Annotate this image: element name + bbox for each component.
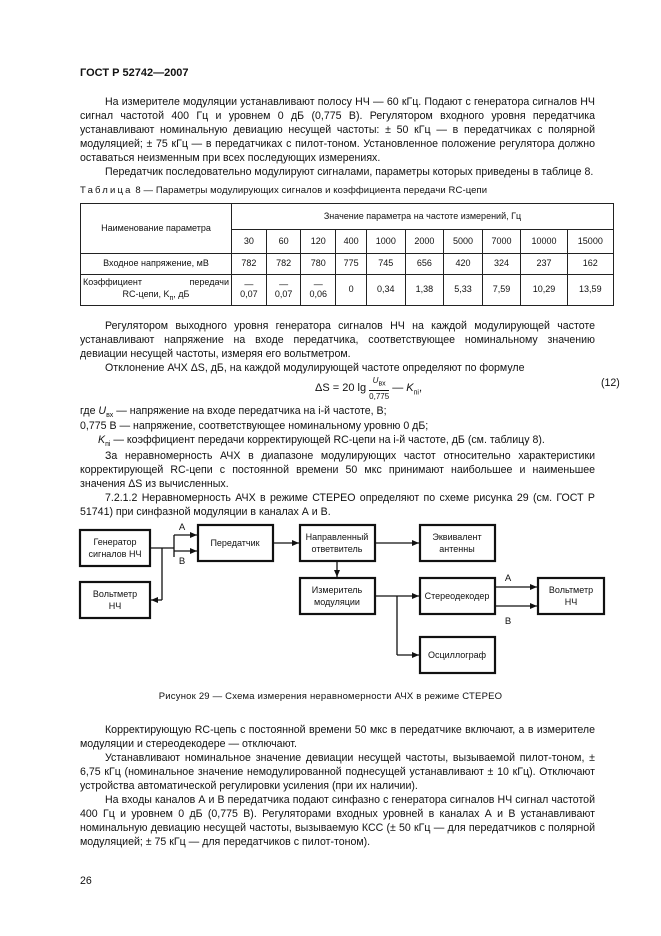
voltmeter-right-label: Вольтметр <box>548 585 594 595</box>
measurement-diagram <box>60 520 620 690</box>
row-name-subscript: п <box>169 294 174 302</box>
table-cell: 7,59 <box>482 275 521 306</box>
table-cell: 13,59 <box>567 275 613 306</box>
output-b-label: В <box>504 616 512 627</box>
table-caption-word: Таблица <box>80 185 133 196</box>
voltmeter-right-box <box>538 578 604 614</box>
table-cell: — 0,06 <box>301 275 336 306</box>
output-a-label: А <box>504 573 512 584</box>
table-row <box>81 254 614 275</box>
coupler-label: ответвитель <box>311 544 363 554</box>
channel-b-label: В <box>178 556 186 567</box>
table-cell: 5,33 <box>444 275 483 306</box>
row-name-voltage: Входное напряжение, мВ <box>81 254 232 275</box>
freq-cell: 400 <box>336 230 367 254</box>
table-row <box>81 275 614 306</box>
closing-text <box>80 724 595 850</box>
row-name-coefficient <box>81 275 232 306</box>
voltmeter-left-box <box>80 582 150 618</box>
transmitter-label: Передатчик <box>210 538 260 548</box>
freq-cell: 120 <box>301 230 336 254</box>
coupler-label: Направленный <box>305 532 369 542</box>
paragraph-rc-circuit: Корректирующую RC-цепь с постоянной времени 50 мкс в передатчике включают, а в измерителе модуляции и стереодекодере — отключают. <box>80 724 595 750</box>
freq-cell: 15000 <box>567 230 613 254</box>
formula-12 <box>80 370 620 404</box>
row-name-part: передачи <box>189 277 229 288</box>
document-header: ГОСТ Р 52742—2007 <box>80 67 189 79</box>
freq-cell: 60 <box>266 230 301 254</box>
stereodecoder-label: Стереодекодер <box>424 591 490 601</box>
table-cell: 0,34 <box>367 275 406 306</box>
generator-box <box>80 530 150 566</box>
paragraph-pilot-tone: Устанавливают номинальное значение девиации несущей частоты, вызываемой пилот-тоном, ± 6,75 кГц (номинальное значение немодулированной поднесущей устанавливают ± 10 кГц). Отключают устройства автоматической регулировки усиления (при их наличии). <box>80 751 595 792</box>
row-name-part: , дБ <box>173 288 190 299</box>
coupler-box <box>300 525 375 561</box>
table-cell: 775 <box>336 254 367 275</box>
generator-label: сигналов НЧ <box>88 549 142 559</box>
table-caption-text: 8 — Параметры модулирующих сигналов и коэффициента передачи RC-цепи <box>132 185 488 196</box>
definitions <box>80 405 595 520</box>
table-cell: 10,29 <box>521 275 567 306</box>
formula-expression: ΔS = 20 lg $\frac{U_{вх}}{0,775}$ — $K_{пi}$, <box>315 376 423 401</box>
table-caption <box>80 185 620 198</box>
definition-u: где $U_{вх}$ — напряжение на входе передатчика на i-й частоте, В; <box>80 405 387 420</box>
oscilloscope-label: Осциллограф <box>428 650 486 660</box>
paragraph-stereo-method: 7.2.1.2 Неравномерность АЧХ в режиме СТЕРЕО определяют по схеме рисунка 29 (см. ГОСТ Р 51741) при синфазной модуляции в каналах А и В. <box>80 491 595 518</box>
channel-a-label: А <box>178 522 186 533</box>
voltmeter-right-label: НЧ <box>564 597 578 607</box>
table-cell: 780 <box>301 254 336 275</box>
table-cell: 237 <box>521 254 567 275</box>
paragraph-modulation-setup: На измерителе модуляции устанавливают полосу НЧ — 60 кГц. Подают с генератора сигналов НЧ сигнал частотой 400 Гц и уровнем 0 дБ (0,775 В). Регулятором входного уровня передатчика устанавливают номинальную девиацию несущей частоты: ± 50 кГц — в передатчиках с полярной модуляцией; ± 75 кГц — в передатчиках с пилот-тоном. Установленное положение регулятора должно оставаться неизменным при всех последующих измерениях. <box>80 96 595 164</box>
table-cell: 745 <box>367 254 406 275</box>
voltmeter-left-label: НЧ <box>108 601 122 611</box>
paragraph-transmitter-signals: Передатчик последовательно модулируют сигналами, параметры которых приведены в таблице 8. <box>105 165 594 178</box>
intro-text <box>80 96 595 180</box>
table-cell: 656 <box>405 254 444 275</box>
formula-fraction: $\frac{U_{вх}}{0,775}$ <box>369 376 390 401</box>
table-cell: 420 <box>444 254 483 275</box>
parameters-table <box>80 203 614 306</box>
antenna-label: антенны <box>439 544 475 554</box>
table-cell: 324 <box>482 254 521 275</box>
paragraph-deviation-formula: Отклонение АЧХ ΔS, дБ, на каждой модулирующей частоте определяют по формуле <box>105 361 525 374</box>
value-header: Значение параметра на частоте измерений, Гц <box>232 204 614 230</box>
row-name-part: RC-цепи, K <box>122 288 170 299</box>
modmeter-label: Измеритель <box>311 585 363 595</box>
freq-cell: 10000 <box>521 230 567 254</box>
table-cell: 1,38 <box>405 275 444 306</box>
row-name-part: Коэффициент <box>83 277 142 288</box>
table-cell: 162 <box>567 254 613 275</box>
modmeter-label: модуляции <box>314 597 360 607</box>
antenna-label: Эквивалент <box>432 532 482 542</box>
figure-caption: Рисунок 29 — Схема измерения неравномерности АЧХ в режиме СТЕРЕО <box>158 691 503 702</box>
freq-cell: 30 <box>232 230 267 254</box>
freq-cell: 5000 <box>444 230 483 254</box>
table-cell: — 0,07 <box>232 275 267 306</box>
table-cell: 782 <box>232 254 267 275</box>
definition-k: $K_{пi}$ — коэффициент передачи корректирующей RC-цепи на i-й частоте, дБ (см. таблицу 8). <box>98 434 545 449</box>
paragraph-output-level: Регулятором выходного уровня генератора сигналов НЧ на каждой модулирующей частоте устанавливают напряжение на входе передатчика, соответствующее номинальному значению девиации несущей частоты, измеряя его вольтметром. <box>80 320 595 360</box>
voltmeter-left-label: Вольтметр <box>92 589 138 599</box>
body-text <box>80 320 595 376</box>
paragraph-nonuniformity: За неравномерность АЧХ в диапазоне модулирующих частот относительно характеристики корректирующей RC-цепи с постоянной времени 50 мкс принимают наибольшее и наименьшее значения ΔS из вычисленных. <box>80 449 595 490</box>
freq-cell: 2000 <box>405 230 444 254</box>
freq-cell: 1000 <box>367 230 406 254</box>
modmeter-box <box>300 578 375 614</box>
paragraph-channels-ab: На входы каналов А и В передатчика подают синфазно с генератора сигналов НЧ сигнал частотой 400 Гц и уровнем 0 дБ (0,775 В). Регуляторами входных уровней в каналах А и В устанавливают номинальную девиацию несущей частоты, вызываемую КСС (± 50 кГц — для передатчиков с полярной модуляцией; ± 75 кГц — для передатчиков с пилот-тоном). <box>80 793 595 848</box>
table-cell: 782 <box>266 254 301 275</box>
definition-0775: 0,775 В — напряжение, соответствующее номинальному уровню 0 дБ; <box>80 420 429 433</box>
page-number: 26 <box>80 875 92 887</box>
formula-number: (12) <box>601 377 620 389</box>
table-cell: — 0,07 <box>266 275 301 306</box>
table-cell: 0 <box>336 275 367 306</box>
generator-label: Генератор <box>93 537 137 547</box>
antenna-box <box>420 525 495 561</box>
param-name-header: Наименование параметра <box>81 204 232 254</box>
freq-cell: 7000 <box>482 230 521 254</box>
